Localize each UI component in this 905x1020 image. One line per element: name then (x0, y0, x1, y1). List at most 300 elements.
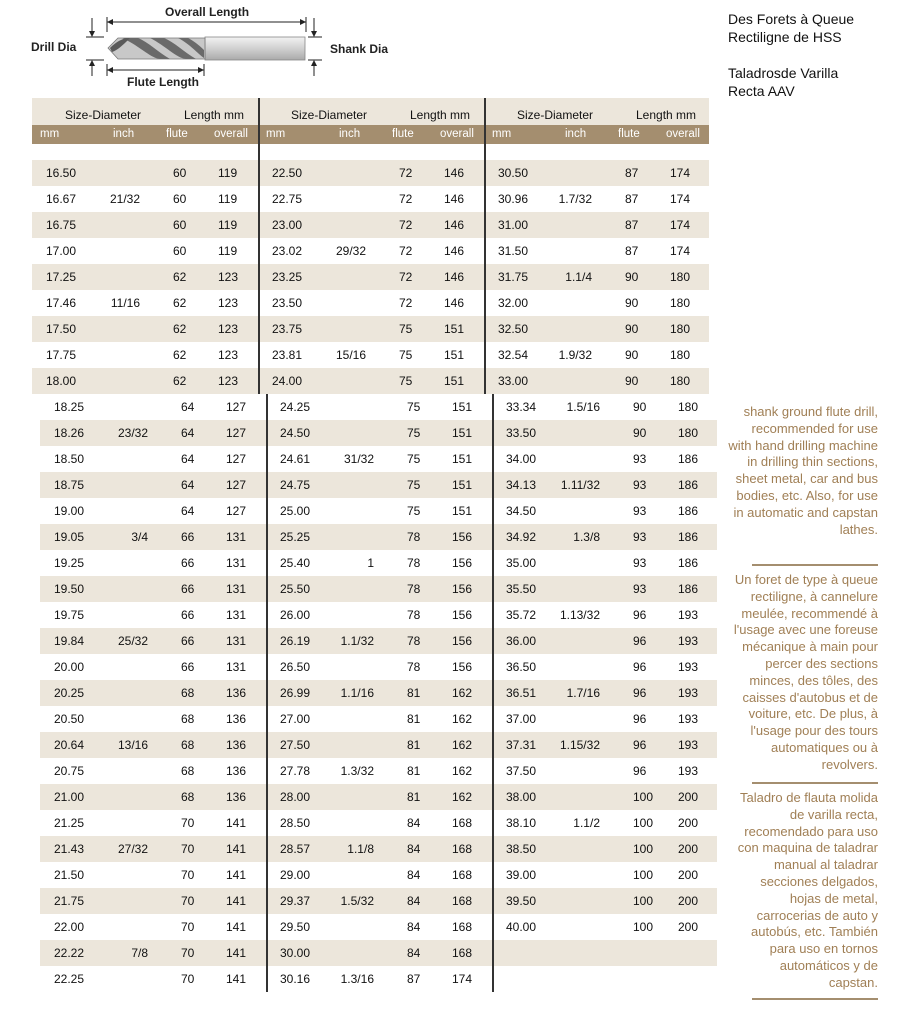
cell-mm: 27.50 (280, 738, 311, 752)
cell-flute: 100 (633, 816, 654, 830)
cell-overall: 168 (452, 946, 473, 960)
drill-dia-label: Drill Dia (31, 40, 77, 54)
flute-length-label: Flute Length (127, 75, 199, 89)
header-mm: mm (40, 128, 60, 140)
cell-mm: 34.50 (506, 504, 537, 518)
header-length-mm: Length mm (410, 108, 471, 122)
cell-overall: 168 (452, 842, 473, 856)
cell-mm: 27.00 (280, 712, 311, 726)
cell-mm: 21.43 (54, 842, 85, 856)
cell-overall: 180 (670, 374, 691, 388)
cell-inch: 1.11/32 (560, 478, 600, 492)
cell-overall: 151 (452, 452, 473, 466)
header-inch: inch (113, 128, 135, 140)
cell-inch: 1.13/32 (559, 608, 600, 622)
cell-overall: 131 (226, 582, 247, 596)
cell-inch: 3/4 (131, 530, 148, 544)
cell-overall: 123 (218, 374, 239, 388)
cell-flute: 93 (633, 478, 647, 492)
cell-overall: 136 (226, 738, 247, 752)
cell-mm: 18.25 (54, 400, 85, 414)
cell-flute: 68 (181, 764, 195, 778)
cell-inch: 27/32 (117, 842, 148, 856)
cell-overall: 119 (218, 192, 238, 206)
cell-overall: 151 (444, 374, 465, 388)
cell-flute: 90 (625, 296, 639, 310)
cell-overall: 180 (670, 270, 691, 284)
cell-overall: 162 (452, 712, 473, 726)
cell-flute: 90 (625, 322, 639, 336)
cell-mm: 24.25 (280, 400, 311, 414)
cell-inch: 1.15/32 (559, 738, 600, 752)
cell-overall: 141 (226, 868, 247, 882)
cell-inch: 1.1/16 (340, 686, 374, 700)
cell-mm: 17.25 (46, 270, 77, 284)
cell-flute: 78 (407, 660, 421, 674)
cell-overall: 186 (678, 504, 699, 518)
cell-flute: 100 (633, 868, 654, 882)
cell-flute: 78 (407, 582, 421, 596)
cell-overall: 146 (444, 192, 465, 206)
cell-mm: 38.00 (506, 790, 537, 804)
cell-inch: 1.7/32 (558, 192, 592, 206)
cell-flute: 75 (399, 374, 413, 388)
cell-mm: 35.00 (506, 556, 537, 570)
cell-mm: 37.31 (506, 738, 537, 752)
header-flute: flute (166, 128, 188, 140)
cell-overall: 136 (226, 764, 247, 778)
shank-dia-label: Shank Dia (330, 42, 389, 56)
header-overall: overall (666, 128, 700, 140)
cell-inch: 1 (367, 556, 374, 570)
cell-mm: 17.00 (46, 244, 77, 258)
cell-mm: 25.00 (280, 504, 311, 518)
cell-flute: 87 (625, 218, 639, 232)
cell-inch: 1.3/8 (573, 530, 600, 544)
cell-overall: 151 (444, 348, 465, 362)
cell-flute: 68 (181, 790, 195, 804)
cell-overall: 131 (226, 660, 247, 674)
cell-flute: 75 (407, 426, 421, 440)
cell-mm: 30.50 (498, 166, 529, 180)
cell-overall: 156 (452, 582, 473, 596)
cell-inch: 15/16 (335, 348, 366, 362)
table-row-band (32, 368, 709, 394)
cell-mm: 18.26 (54, 426, 85, 440)
cell-inch: 13/16 (117, 738, 148, 752)
cell-flute: 68 (181, 738, 195, 752)
cell-overall: 141 (226, 920, 247, 934)
cell-flute: 66 (181, 634, 195, 648)
cell-mm: 28.50 (280, 816, 311, 830)
cell-mm: 32.00 (498, 296, 529, 310)
cell-mm: 35.50 (506, 582, 537, 596)
cell-flute: 70 (181, 816, 195, 830)
cell-flute: 72 (399, 244, 413, 258)
cell-flute: 100 (633, 920, 654, 934)
cell-mm: 23.00 (272, 218, 303, 232)
cell-flute: 90 (633, 400, 647, 414)
column-divider (484, 160, 486, 394)
cell-mm: 25.40 (280, 556, 311, 570)
header-size-diameter: Size-Diameter (65, 108, 142, 122)
cell-flute: 60 (173, 218, 187, 232)
cell-mm: 33.00 (498, 374, 529, 388)
cell-overall: 123 (218, 296, 239, 310)
cell-mm: 20.64 (54, 738, 85, 752)
cell-flute: 100 (633, 790, 654, 804)
cell-flute: 84 (407, 842, 421, 856)
french-description: Un foret de type à queue rectiligne, à cannelure meulée, recommendé à l'usage avec une foreuse mécanique à main pour percer des sections minces, des tôles, des caisses d'autobus et de voiture, etc. De plus, à l'usage pour des tours automatiques ou à revolvers. (733, 572, 878, 772)
cell-flute: 70 (181, 920, 195, 934)
cell-overall: 186 (678, 530, 699, 544)
cell-mm: 18.00 (46, 374, 77, 388)
cell-flute: 93 (633, 504, 647, 518)
cell-overall: 123 (218, 270, 239, 284)
cell-overall: 141 (226, 842, 247, 856)
spanish-description: Taladro de flauta molida de varilla recta, recomendado para uso con maquina de taladrar manual al taladrar secciones delgados, hojas de metal, carrocerias de auto y autobús, etc. También para uso en tornos automáticos y de capstan. (737, 790, 878, 990)
cell-inch: 31/32 (343, 452, 374, 466)
cell-flute: 72 (399, 218, 413, 232)
cell-overall: 174 (670, 244, 691, 258)
cell-mm: 24.50 (280, 426, 311, 440)
cell-mm: 19.50 (54, 582, 85, 596)
cell-flute: 81 (407, 686, 421, 700)
table-row-band (32, 316, 709, 342)
cell-overall: 146 (444, 218, 465, 232)
cell-mm: 35.72 (506, 608, 537, 622)
cell-flute: 90 (633, 426, 647, 440)
cell-mm: 19.75 (54, 608, 85, 622)
cell-mm: 23.75 (272, 322, 303, 336)
table-row-band (40, 784, 717, 810)
cell-mm: 24.75 (280, 478, 311, 492)
cell-flute: 84 (407, 920, 421, 934)
cell-overall: 200 (678, 920, 699, 934)
cell-overall: 193 (678, 764, 699, 778)
cell-mm: 16.50 (46, 166, 77, 180)
table-row-band (32, 160, 709, 186)
cell-mm: 17.75 (46, 348, 77, 362)
cell-inch: 1.1/8 (347, 842, 374, 856)
cell-overall: 186 (678, 452, 699, 466)
cell-mm: 22.25 (54, 972, 85, 986)
cell-mm: 26.99 (280, 686, 311, 700)
cell-overall: 174 (670, 218, 691, 232)
column-divider (258, 160, 260, 394)
cell-overall: 156 (452, 608, 473, 622)
cell-inch: 1.1/2 (573, 816, 600, 830)
cell-flute: 90 (625, 374, 639, 388)
cell-flute: 84 (407, 894, 421, 908)
cell-inch: 1.7/16 (566, 686, 600, 700)
cell-overall: 180 (670, 296, 691, 310)
cell-flute: 78 (407, 634, 421, 648)
cell-inch: 1.1/4 (565, 270, 592, 284)
spanish-title-line1: Taladrosde Varilla (728, 65, 839, 81)
cell-flute: 68 (181, 686, 195, 700)
cell-mm: 26.00 (280, 608, 311, 622)
cell-overall: 127 (226, 504, 247, 518)
cell-mm: 30.00 (280, 946, 311, 960)
cell-mm: 36.51 (506, 686, 537, 700)
cell-flute: 70 (181, 842, 195, 856)
cell-flute: 93 (633, 530, 647, 544)
cell-mm: 21.75 (54, 894, 85, 908)
cell-flute: 66 (181, 608, 195, 622)
cell-mm: 25.25 (280, 530, 311, 544)
cell-mm: 24.00 (272, 374, 303, 388)
cell-inch: 1.5/32 (340, 894, 374, 908)
cell-overall: 131 (226, 608, 247, 622)
cell-flute: 75 (407, 478, 421, 492)
separator (752, 998, 878, 1000)
cell-mm: 23.81 (272, 348, 303, 362)
cell-overall: 123 (218, 322, 239, 336)
cell-flute: 68 (181, 712, 195, 726)
cell-mm: 31.75 (498, 270, 529, 284)
cell-mm: 30.96 (498, 192, 529, 206)
cell-inch: 21/32 (109, 192, 140, 206)
cell-mm: 29.37 (280, 894, 311, 908)
cell-mm: 17.46 (46, 296, 77, 310)
cell-mm: 40.00 (506, 920, 537, 934)
cell-mm: 39.00 (506, 868, 537, 882)
cell-flute: 100 (633, 894, 654, 908)
cell-flute: 62 (173, 270, 187, 284)
cell-inch: 25/32 (117, 634, 148, 648)
cell-mm: 33.34 (506, 400, 537, 414)
cell-mm: 18.50 (54, 452, 85, 466)
cell-flute: 60 (173, 192, 187, 206)
cell-overall: 162 (452, 738, 473, 752)
cell-flute: 96 (633, 608, 647, 622)
cell-flute: 96 (633, 738, 647, 752)
cell-mm: 22.75 (272, 192, 303, 206)
cell-overall: 146 (444, 244, 465, 258)
cell-mm: 29.50 (280, 920, 311, 934)
cell-overall: 193 (678, 712, 699, 726)
header-size-diameter: Size-Diameter (291, 108, 368, 122)
cell-flute: 81 (407, 738, 421, 752)
header-length-mm: Length mm (636, 108, 697, 122)
cell-flute: 62 (173, 374, 187, 388)
cell-overall: 127 (226, 478, 247, 492)
table-row-band (32, 264, 709, 290)
cell-flute: 87 (625, 244, 639, 258)
cell-flute: 72 (399, 166, 413, 180)
cell-flute: 70 (181, 894, 195, 908)
cell-flute: 84 (407, 816, 421, 830)
cell-overall: 193 (678, 660, 699, 674)
cell-flute: 100 (633, 842, 654, 856)
french-title-line2: Rectiligne de HSS (728, 29, 842, 45)
cell-overall: 168 (452, 894, 473, 908)
cell-flute: 78 (407, 556, 421, 570)
cell-flute: 64 (181, 400, 195, 414)
cell-overall: 200 (678, 842, 699, 856)
cell-flute: 87 (407, 972, 421, 986)
cell-flute: 93 (633, 452, 647, 466)
cell-flute: 62 (173, 348, 187, 362)
cell-flute: 66 (181, 556, 195, 570)
table-row-band (40, 680, 717, 706)
cell-overall: 131 (226, 556, 247, 570)
cell-mm: 34.13 (506, 478, 537, 492)
spanish-title-line2: Recta AAV (728, 83, 795, 99)
cell-mm: 37.50 (506, 764, 537, 778)
cell-flute: 66 (181, 660, 195, 674)
cell-flute: 81 (407, 712, 421, 726)
column-divider (492, 394, 494, 992)
cell-mm: 20.00 (54, 660, 85, 674)
cell-overall: 127 (226, 426, 247, 440)
cell-mm: 19.84 (54, 634, 85, 648)
header-overall: overall (214, 128, 248, 140)
cell-overall: 141 (226, 816, 247, 830)
cell-overall: 119 (218, 218, 238, 232)
column-divider (258, 98, 260, 160)
cell-overall: 156 (452, 530, 473, 544)
cell-flute: 72 (399, 192, 413, 206)
cell-overall: 193 (678, 686, 699, 700)
cell-mm: 32.54 (498, 348, 529, 362)
cell-overall: 186 (678, 556, 699, 570)
cell-overall: 131 (226, 634, 247, 648)
header-length-mm: Length mm (184, 108, 245, 122)
cell-mm: 30.16 (280, 972, 311, 986)
cell-mm: 34.00 (506, 452, 537, 466)
cell-flute: 75 (407, 452, 421, 466)
cell-mm: 19.25 (54, 556, 85, 570)
column-divider (266, 394, 268, 992)
cell-inch: 1.5/16 (566, 400, 600, 414)
english-description: shank ground flute drill, recommended for use with hand drilling machine in drilling thin sections, sheet metal, car and bus bodies, etc. Also, for use in automatic and capstan lathes. (728, 404, 878, 537)
cell-overall: 136 (226, 790, 247, 804)
cell-mm: 16.67 (46, 192, 77, 206)
cell-flute: 75 (399, 348, 413, 362)
cell-mm: 22.50 (272, 166, 303, 180)
cell-inch: 1.1/32 (340, 634, 374, 648)
cell-mm: 28.00 (280, 790, 311, 804)
cell-flute: 90 (625, 348, 639, 362)
cell-overall: 127 (226, 452, 247, 466)
cell-mm: 20.25 (54, 686, 85, 700)
cell-mm: 33.50 (506, 426, 537, 440)
cell-flute: 84 (407, 946, 421, 960)
cell-overall: 162 (452, 686, 473, 700)
cell-flute: 64 (181, 426, 195, 440)
header-mm: mm (266, 128, 286, 140)
cell-flute: 70 (181, 972, 195, 986)
cell-overall: 174 (670, 192, 691, 206)
header-mm: mm (492, 128, 512, 140)
cell-flute: 81 (407, 764, 421, 778)
cell-overall: 127 (226, 400, 247, 414)
cell-flute: 62 (173, 296, 187, 310)
cell-overall: 162 (452, 764, 473, 778)
header-overall: overall (440, 128, 474, 140)
cell-flute: 66 (181, 582, 195, 596)
cell-mm: 17.50 (46, 322, 77, 336)
cell-flute: 64 (181, 504, 195, 518)
cell-overall: 156 (452, 556, 473, 570)
cell-flute: 78 (407, 530, 421, 544)
cell-overall: 200 (678, 816, 699, 830)
cell-flute: 87 (625, 166, 639, 180)
cell-mm: 36.00 (506, 634, 537, 648)
cell-overall: 193 (678, 634, 699, 648)
header-size-diameter: Size-Diameter (517, 108, 594, 122)
cell-overall: 174 (670, 166, 691, 180)
cell-mm: 23.50 (272, 296, 303, 310)
cell-mm: 21.50 (54, 868, 85, 882)
header-flute: flute (392, 128, 414, 140)
header-inch: inch (339, 128, 361, 140)
cell-overall: 180 (670, 322, 691, 336)
cell-overall: 200 (678, 894, 699, 908)
drill-diagram (0, 0, 420, 92)
cell-overall: 136 (226, 712, 247, 726)
cell-flute: 70 (181, 868, 195, 882)
cell-mm: 22.00 (54, 920, 85, 934)
separator (752, 782, 878, 784)
cell-mm: 20.50 (54, 712, 85, 726)
cell-overall: 141 (226, 946, 247, 960)
page-titles (728, 10, 898, 100)
cell-mm: 38.10 (506, 816, 537, 830)
overall-length-label: Overall Length (165, 5, 250, 19)
cell-overall: 156 (452, 660, 473, 674)
cell-overall: 168 (452, 816, 473, 830)
cell-mm: 32.50 (498, 322, 529, 336)
cell-flute: 60 (173, 244, 187, 258)
cell-overall: 162 (452, 790, 473, 804)
cell-flute: 96 (633, 686, 647, 700)
cell-mm: 19.00 (54, 504, 85, 518)
cell-flute: 90 (625, 270, 639, 284)
cell-flute: 96 (633, 764, 647, 778)
cell-mm: 31.50 (498, 244, 529, 258)
table-row-band (40, 472, 717, 498)
cell-flute: 70 (181, 946, 195, 960)
cell-overall: 151 (452, 400, 473, 414)
cell-mm: 23.02 (272, 244, 303, 258)
cell-overall: 136 (226, 686, 247, 700)
cell-flute: 96 (633, 634, 647, 648)
cell-flute: 87 (625, 192, 639, 206)
cell-mm: 31.00 (498, 218, 529, 232)
cell-overall: 180 (678, 400, 699, 414)
cell-overall: 146 (444, 296, 465, 310)
cell-overall: 141 (226, 894, 247, 908)
cell-mm: 26.50 (280, 660, 311, 674)
cell-overall: 119 (218, 244, 238, 258)
cell-mm: 28.57 (280, 842, 311, 856)
cell-flute: 75 (407, 504, 421, 518)
cell-mm: 19.05 (54, 530, 85, 544)
cell-inch: 1.3/16 (340, 972, 374, 986)
cell-inch: 23/32 (117, 426, 148, 440)
cell-flute: 62 (173, 322, 187, 336)
cell-overall: 131 (226, 530, 247, 544)
cell-flute: 66 (181, 530, 195, 544)
cell-overall: 123 (218, 348, 239, 362)
cell-overall: 168 (452, 920, 473, 934)
cell-flute: 81 (407, 790, 421, 804)
cell-mm: 38.50 (506, 842, 537, 856)
cell-mm: 27.78 (280, 764, 311, 778)
